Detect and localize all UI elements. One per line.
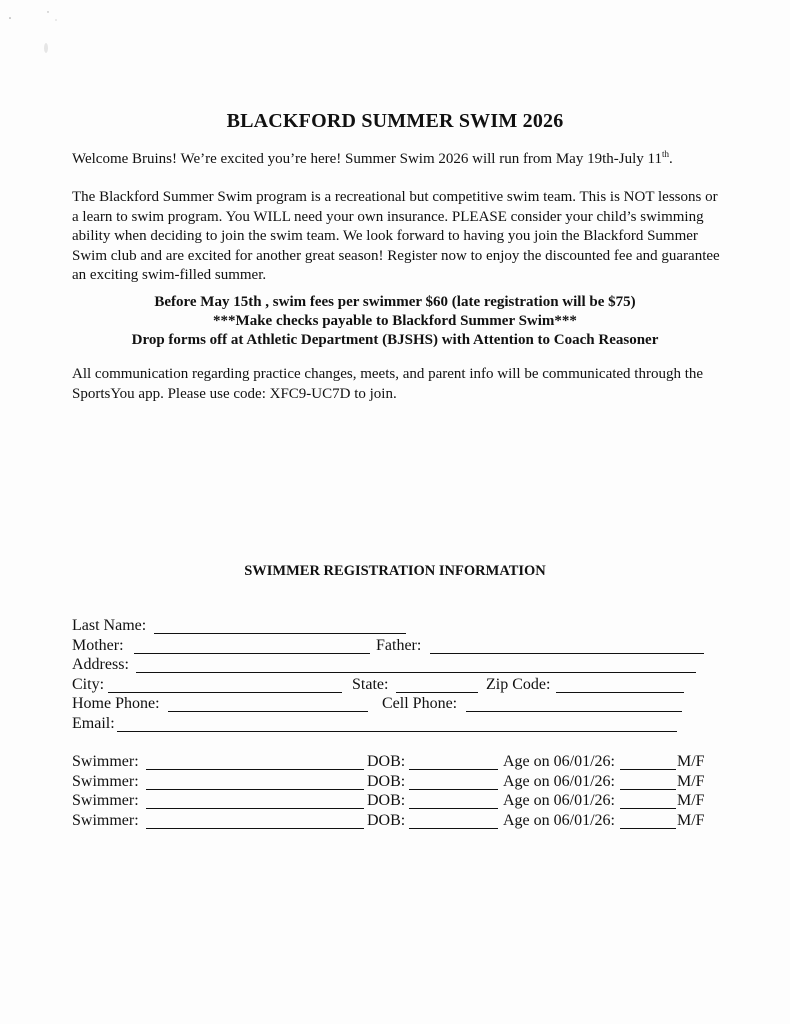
dob-field[interactable] xyxy=(409,769,498,770)
address-label: Address: xyxy=(72,656,129,673)
age-field[interactable] xyxy=(620,789,676,790)
swimmer-row xyxy=(72,752,732,772)
sex-label: M/F xyxy=(677,812,705,829)
age-label: Age on 06/01/26: xyxy=(503,753,615,770)
sex-label: M/F xyxy=(677,792,705,809)
home-phone-field[interactable] xyxy=(168,711,368,712)
dob-label: DOB: xyxy=(367,812,406,829)
age-label: Age on 06/01/26: xyxy=(503,792,615,809)
city-state-zip-row xyxy=(72,675,732,695)
registration-section-title: SWIMMER REGISTRATION INFORMATION xyxy=(244,563,546,579)
swimmer-label: Swimmer: xyxy=(72,753,139,770)
dob-label: DOB: xyxy=(367,792,406,809)
communication-paragraph: All communication regarding practice changes, meets, and parent info will be communicated through the SportsYou app. Please use code: XFC9-UC7D to join. xyxy=(72,366,704,402)
dob-field[interactable] xyxy=(409,789,498,790)
swimmer-name-field[interactable] xyxy=(146,828,364,829)
city-label: City: xyxy=(72,676,105,693)
swimmer-row xyxy=(72,811,732,831)
dob-label: DOB: xyxy=(367,753,406,770)
dob-field[interactable] xyxy=(409,808,498,809)
last-name-row xyxy=(72,616,732,636)
city-field[interactable] xyxy=(108,692,342,693)
scan-speck-marks xyxy=(6,10,66,60)
mother-field[interactable] xyxy=(134,653,370,654)
check-payable-line: ***Make checks payable to Blackford Summer Swim*** xyxy=(213,313,577,329)
swimmer-row xyxy=(72,772,732,792)
swimmer-row xyxy=(72,791,732,811)
father-label: Father: xyxy=(376,637,422,654)
age-field[interactable] xyxy=(620,828,676,829)
age-field[interactable] xyxy=(620,808,676,809)
welcome-text: Welcome Bruins! We’re excited you’re here! Summer Swim 2026 will run from May 19th-July 11 xyxy=(72,151,662,167)
father-field[interactable] xyxy=(430,653,704,654)
program-paragraph: The Blackford Summer Swim program is a recreational but competitive swim team. This is NOT lessons or a learn to swim program. You WILL need your own insurance. PLEASE consider your child’s swimming ability when deciding to join the swim team. We look forward to having you join the Blackford Summer Swim club and are excited for another great season! Register now to enjoy the discounted fee and guarantee an exciting swim-filled summer. xyxy=(72,189,720,283)
swimmer-name-field[interactable] xyxy=(146,789,364,790)
age-label: Age on 06/01/26: xyxy=(503,812,615,829)
welcome-period: . xyxy=(668,151,673,167)
mother-label: Mother: xyxy=(72,637,124,654)
cell-phone-field[interactable] xyxy=(466,711,682,712)
state-field[interactable] xyxy=(396,692,478,693)
address-field[interactable] xyxy=(136,672,696,673)
zip-field[interactable] xyxy=(556,692,684,693)
welcome-paragraph xyxy=(72,150,722,170)
fee-line: Before May 15th , swim fees per swimmer $60 (late registration will be $75) xyxy=(154,294,636,310)
home-phone-label: Home Phone: xyxy=(72,695,160,712)
parents-row xyxy=(72,636,732,656)
fee-info-block xyxy=(0,293,790,350)
swimmer-name-field[interactable] xyxy=(146,769,364,770)
sex-label: M/F xyxy=(677,773,705,790)
address-row xyxy=(72,655,732,675)
zip-label: Zip Code: xyxy=(486,676,551,693)
email-label: Email: xyxy=(72,715,115,732)
phone-row xyxy=(72,694,732,714)
email-row xyxy=(72,714,732,734)
page-title: BLACKFORD SUMMER SWIM 2026 xyxy=(226,110,564,132)
cell-phone-label: Cell Phone: xyxy=(382,695,458,712)
dob-label: DOB: xyxy=(367,773,406,790)
drop-off-line: Drop forms off at Athletic Department (BJSHS) with Attention to Coach Reasoner xyxy=(131,332,659,348)
state-label: State: xyxy=(352,676,389,693)
welcome-ordinal-suffix: th xyxy=(661,149,669,159)
sex-label: M/F xyxy=(677,753,705,770)
swimmer-label: Swimmer: xyxy=(72,792,139,809)
email-field[interactable] xyxy=(117,731,677,732)
dob-field[interactable] xyxy=(409,828,498,829)
swimmer-name-field[interactable] xyxy=(146,808,364,809)
swimmer-label: Swimmer: xyxy=(72,773,139,790)
last-name-label: Last Name: xyxy=(72,617,147,634)
last-name-field[interactable] xyxy=(154,633,406,634)
swimmer-label: Swimmer: xyxy=(72,812,139,829)
age-field[interactable] xyxy=(620,769,676,770)
age-label: Age on 06/01/26: xyxy=(503,773,615,790)
